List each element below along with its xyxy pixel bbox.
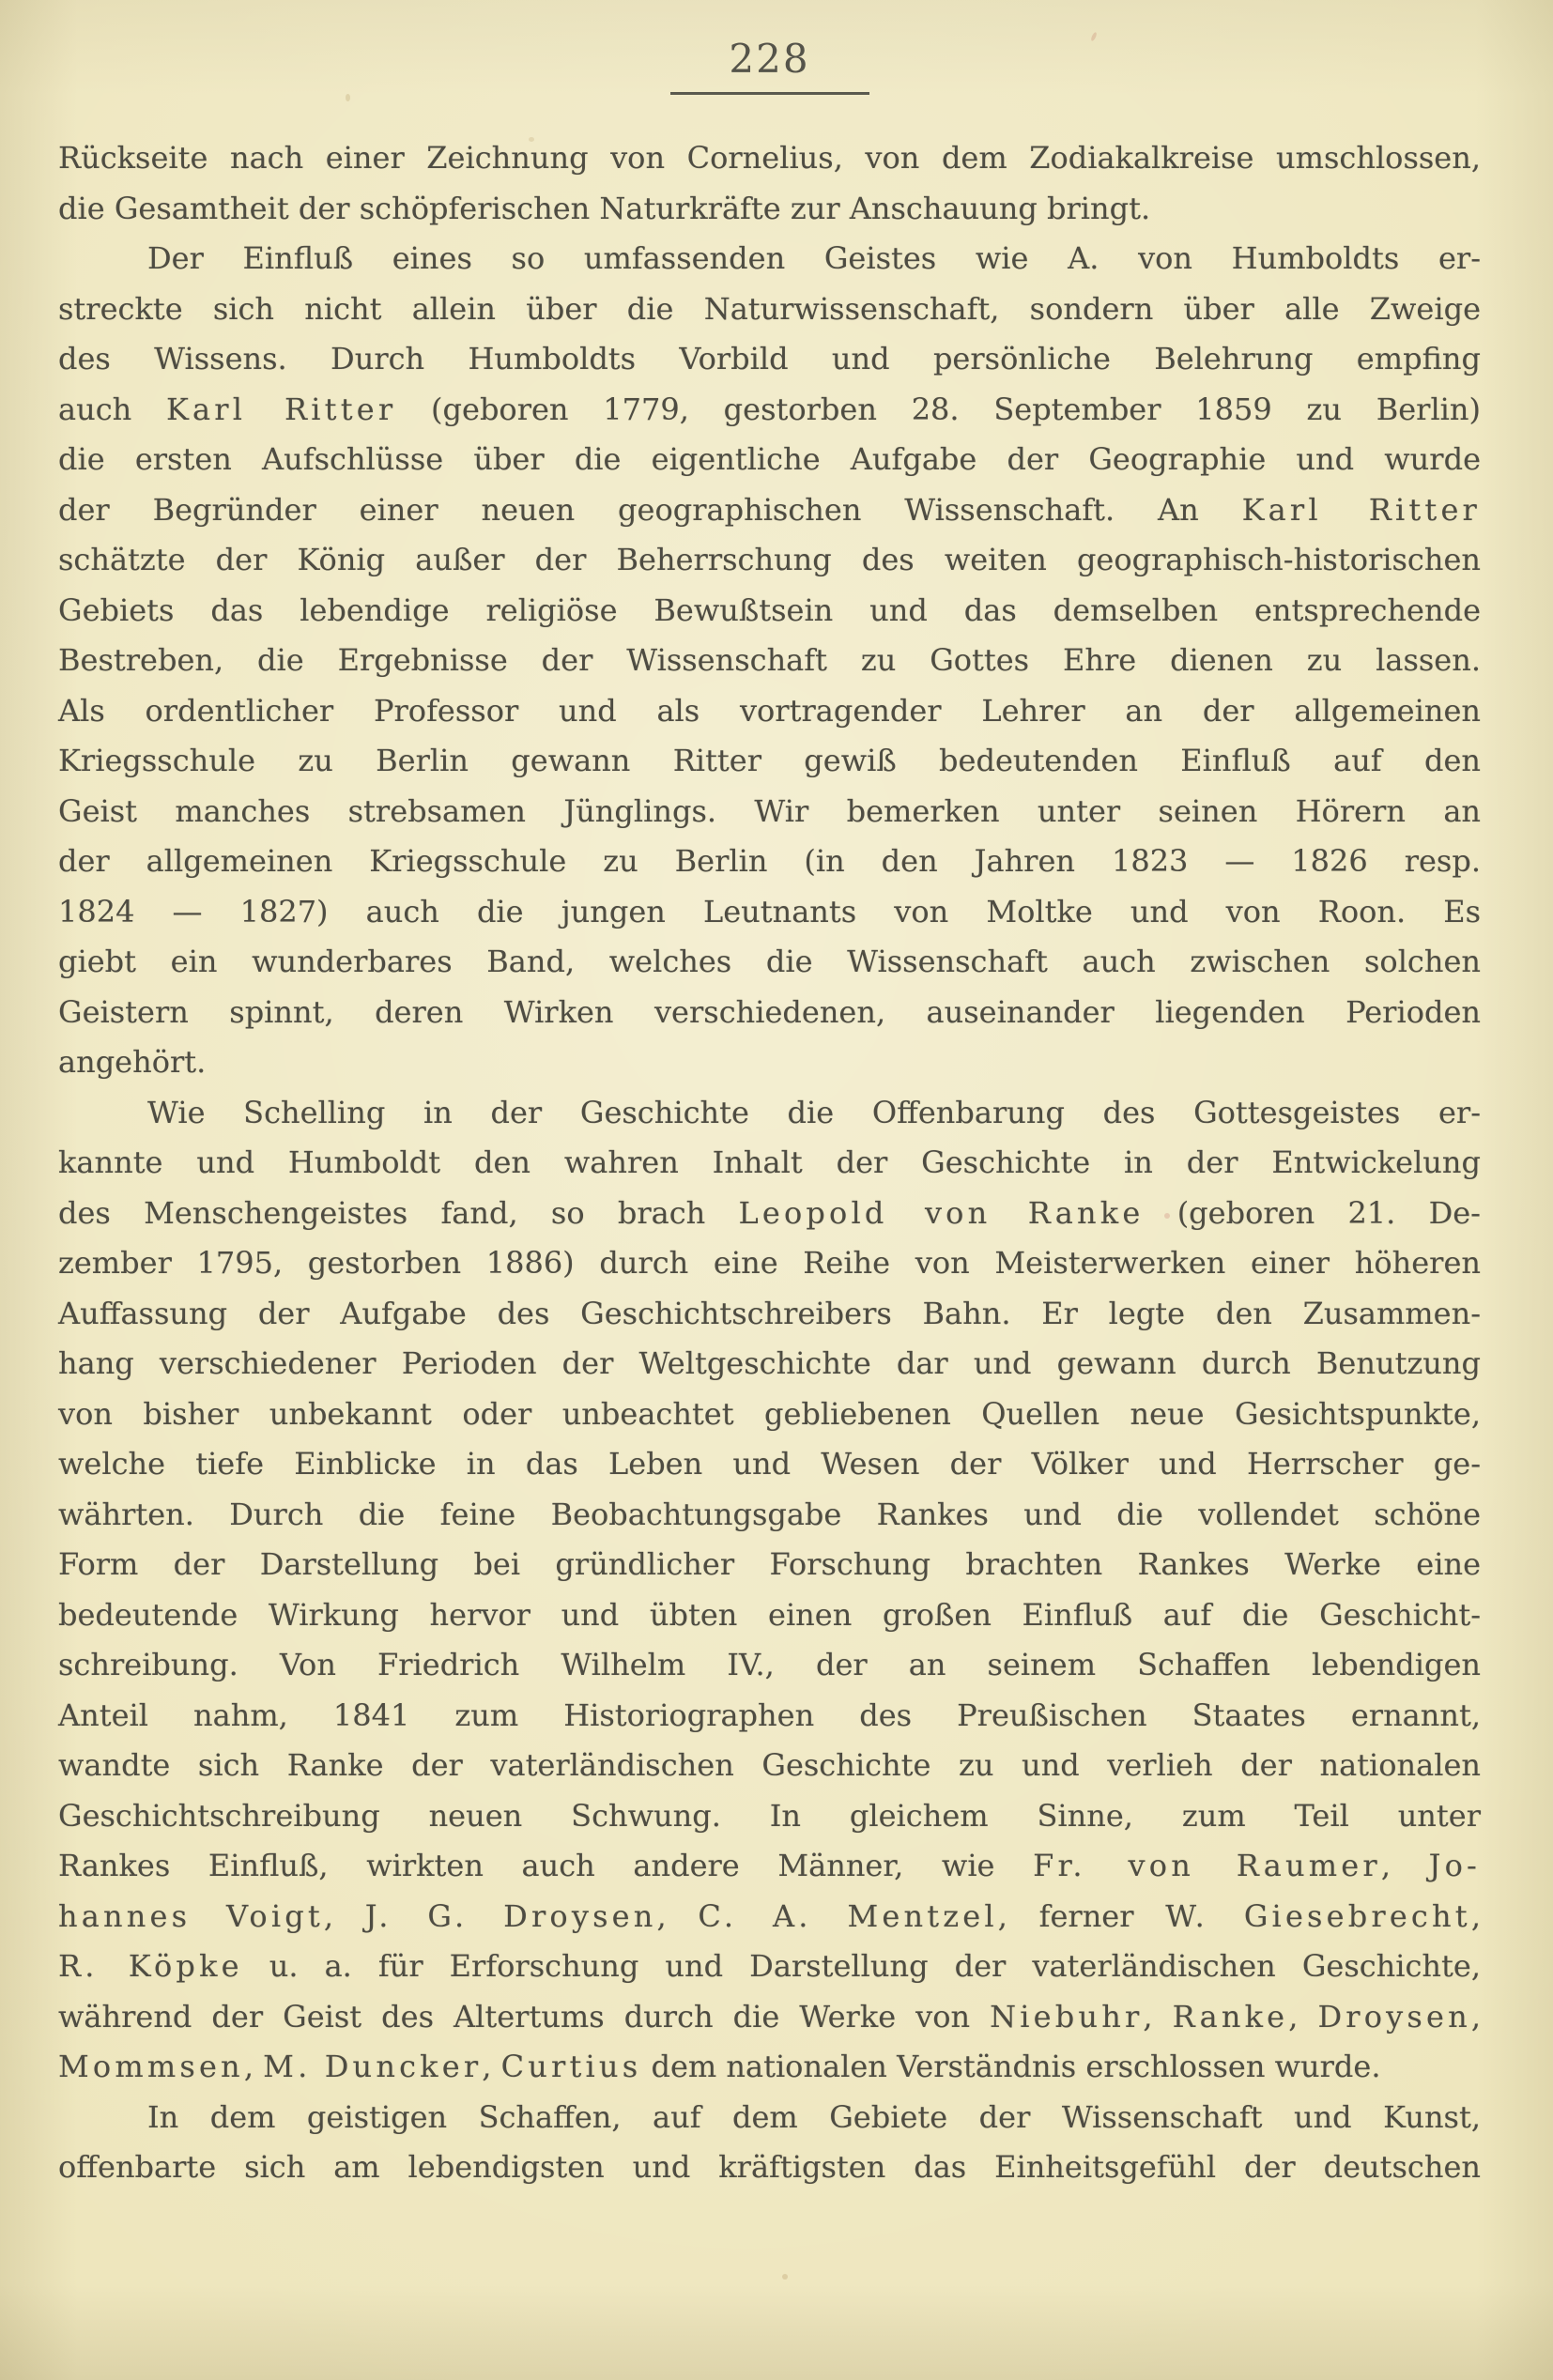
text-segment: Kriegsschule zu Berlin gewann Ritter gewiß bedeutenden Einfluß auf den: [58, 743, 1481, 778]
letterspaced-name: Leopold von Ranke: [738, 1194, 1145, 1231]
paper-speck: [346, 94, 350, 101]
text-line: [58, 887, 1481, 938]
page-header: [58, 38, 1481, 95]
text-segment: ,: [243, 2049, 264, 2084]
text-segment: schreibung. Von Friedrich Wilhelm IV., der an seinem Schaffen lebendigen: [58, 1647, 1481, 1682]
text-segment: die ersten Aufschlüsse über die eigentliche Aufgabe der Geographie und wurde: [58, 441, 1481, 477]
text-line: [58, 1490, 1481, 1541]
text-line: [58, 435, 1481, 485]
text-segment: (geboren 1779, gestorben 28. September 1859 zu Berlin): [396, 391, 1481, 427]
text-segment: des Wissens. Durch Humboldts Vorbild und persönliche Belehrung empfing: [58, 341, 1481, 376]
text-segment: die Gesamtheit der schöpferischen Naturkräfte zur Anschauung bringt.: [58, 190, 1151, 226]
text-segment: Geistern spinnt, deren Wirken verschiedenen, auseinander liegenden Perioden: [58, 993, 1481, 1030]
text-line: [58, 1088, 1481, 1139]
text-line: [58, 334, 1481, 385]
text-segment: 1824 — 1827) auch die jungen Leutnants von Moltke und von Roon. Es: [58, 893, 1481, 929]
text-segment: der Begründer einer neuen geographischen Wissenschaft. An: [58, 491, 1242, 528]
text-segment: von bisher unbekannt oder unbeachtet gebliebenen Quellen neue Gesichtspunkte,: [58, 1395, 1481, 1432]
text-segment: (geboren 21. De-: [1144, 1194, 1481, 1231]
text-line: [58, 1138, 1481, 1189]
text-line: [58, 787, 1481, 837]
text-segment: u. a. für Erforschung und Darstellung der vaterländischen Geschichte,: [242, 1948, 1482, 1984]
text-line: [58, 385, 1481, 436]
text-segment: Anteil nahm, 1841 zum Historiographen des Preußischen Staates ernannt,: [58, 1697, 1481, 1733]
text-line: [58, 1439, 1481, 1490]
page-number: 228: [729, 36, 810, 82]
text-segment: offenbarte sich am lebendigsten und kräftigsten das Einheitsgefühl der deutschen: [58, 2149, 1481, 2185]
text-line: [58, 284, 1481, 335]
text-line: [58, 1992, 1481, 2043]
text-segment: angehört.: [58, 1044, 207, 1080]
letterspaced-name: J. G. Droysen: [364, 1897, 657, 1934]
letterspaced-name: Ranke: [1172, 1998, 1289, 2035]
letterspaced-name: M. Duncker: [263, 2049, 483, 2084]
letterspaced-name: Niebuhr: [990, 1998, 1144, 2035]
letterspaced-name: Karl Ritter: [1241, 491, 1481, 528]
text-segment: Als ordentlicher Professor und als vortragender Lehrer an der allgemeinen: [58, 692, 1481, 729]
text-line: [58, 686, 1481, 737]
page-number-rule: [670, 92, 869, 95]
text-segment: Geschichtschreibung neuen Schwung. In gleichem Sinne, zum Teil unter: [58, 1797, 1481, 1834]
text-line: [58, 636, 1481, 686]
text-line: [58, 937, 1481, 988]
text-line: [58, 1691, 1481, 1742]
text-line: [58, 1741, 1481, 1791]
text-segment: welche tiefe Einblicke in das Leben und Wesen der Völker und Herrscher ge-: [58, 1446, 1481, 1482]
text-line: [58, 2042, 1481, 2093]
text-segment: ,: [1470, 1998, 1482, 2035]
text-line: [58, 1037, 1481, 1088]
text-segment: währten. Durch die feine Beobachtungsgabe Rankes und die vollendet schöne: [58, 1496, 1481, 1532]
letterspaced-name: hannes Voigt: [58, 1897, 324, 1934]
text-segment: zember 1795, gestorben 1886) durch eine Reihe von Meisterwerken einer höheren: [58, 1245, 1481, 1281]
text-segment: Rückseite nach einer Zeichnung von Cornelius, von dem Zodiakalkreise umschlossen,: [58, 140, 1481, 176]
text-line: [58, 837, 1481, 887]
text-segment: des Menschengeistes fand, so brach: [58, 1194, 739, 1231]
text-line: [58, 2093, 1481, 2143]
text-segment: ,: [656, 1897, 699, 1934]
text-segment: auch: [58, 391, 166, 427]
text-line: [58, 535, 1481, 586]
text-segment: Auffassung der Aufgabe des Geschichtschreibers Bahn. Er legte den Zusammen-: [58, 1295, 1481, 1331]
letterspaced-name: W. Giesebrecht: [1165, 1897, 1471, 1934]
text-segment: Form der Darstellung bei gründlicher Forschung brachten Rankes Werke eine: [58, 1546, 1481, 1582]
text-segment: ,: [1288, 1998, 1318, 2035]
text-line: [58, 184, 1481, 235]
text-line: [58, 1189, 1481, 1239]
text-line: [58, 1892, 1481, 1942]
text-segment: streckte sich nicht allein über die Naturwissenschaft, sondern über alle Zweige: [58, 290, 1481, 327]
text-line: [58, 988, 1481, 1038]
text-line: [58, 1390, 1481, 1440]
letterspaced-name: Karl Ritter: [165, 391, 397, 427]
text-segment: hang verschiedener Perioden der Weltgeschichte dar und gewann durch Benutzung: [58, 1345, 1481, 1381]
letterspaced-name: R. Köpke: [58, 1948, 243, 1984]
text-segment: Geist manches strebsamen Jünglings. Wir bemerken unter seinen Hörern an: [58, 792, 1481, 829]
text-line: [58, 1289, 1481, 1340]
text-line: [58, 2142, 1481, 2193]
text-segment: wandte sich Ranke der vaterländischen Geschichte zu und verlieh der nationalen: [58, 1747, 1481, 1783]
text-line: [58, 1339, 1481, 1390]
letterspaced-name: Jo-: [1428, 1848, 1481, 1883]
letterspaced-name: Droysen: [1317, 1998, 1471, 2035]
text-line: [58, 1942, 1481, 1992]
text-segment: ,: [1143, 1998, 1173, 2035]
text-segment: ,: [323, 1897, 365, 1934]
text-segment: der allgemeinen Kriegsschule zu Berlin (in den Jahren 1823 — 1826 resp.: [58, 843, 1481, 879]
text-line: [58, 234, 1481, 284]
text-line: [58, 736, 1481, 787]
text-segment: dem nationalen Verständnis erschlossen wurde.: [641, 2049, 1381, 2084]
text-line: [58, 1841, 1481, 1892]
letterspaced-name: Fr. von Raumer: [1033, 1848, 1381, 1883]
text-segment: ,: [482, 2049, 501, 2084]
text-segment: Rankes Einfluß, wirkten auch andere Männer, wie: [58, 1848, 1034, 1883]
text-segment: giebt ein wunderbares Band, welches die Wissenschaft auch zwischen solchen: [58, 944, 1481, 979]
text-line: [58, 485, 1481, 536]
letterspaced-name: Curtius: [500, 2049, 642, 2084]
text-line: [58, 1238, 1481, 1289]
text-line: [58, 1590, 1481, 1641]
text-line: [58, 133, 1481, 184]
paper-speck: [782, 2274, 788, 2280]
text-segment: Gebiets das lebendige religiöse Bewußtsein und das demselben entsprechende: [58, 591, 1481, 628]
text-segment: Der Einfluß eines so umfassenden Geistes wie A. von Humboldts er-: [147, 240, 1481, 276]
text-segment: kannte und Humboldt den wahren Inhalt der Geschichte in der Entwickelung: [58, 1144, 1481, 1180]
body-text: [58, 133, 1481, 2193]
text-segment: ,: [1470, 1897, 1481, 1934]
text-segment: In dem geistigen Schaffen, auf dem Gebiete der Wissenschaft und Kunst,: [147, 2098, 1481, 2135]
letterspaced-name: C. A. Mentzel: [698, 1897, 998, 1934]
text-segment: bedeutende Wirkung hervor und übten einen großen Einfluß auf die Geschicht-: [58, 1596, 1481, 1633]
letterspaced-name: Mommsen: [58, 2049, 244, 2084]
text-segment: Bestreben, die Ergebnisse der Wissenschaft zu Gottes Ehre dienen zu lassen.: [58, 642, 1481, 678]
text-line: [58, 1540, 1481, 1590]
text-segment: ,: [1380, 1848, 1429, 1883]
text-segment: während der Geist des Altertums durch die Werke von: [58, 1998, 991, 2035]
text-segment: schätzte der König außer der Beherrschung des weiten geographisch-historischen: [58, 542, 1481, 577]
text-segment: , ferner: [997, 1897, 1166, 1934]
text-line: [58, 1640, 1481, 1691]
text-line: [58, 586, 1481, 637]
text-segment: Wie Schelling in der Geschichte die Offenbarung des Gottesgeistes er-: [147, 1094, 1481, 1130]
text-line: [58, 1791, 1481, 1842]
